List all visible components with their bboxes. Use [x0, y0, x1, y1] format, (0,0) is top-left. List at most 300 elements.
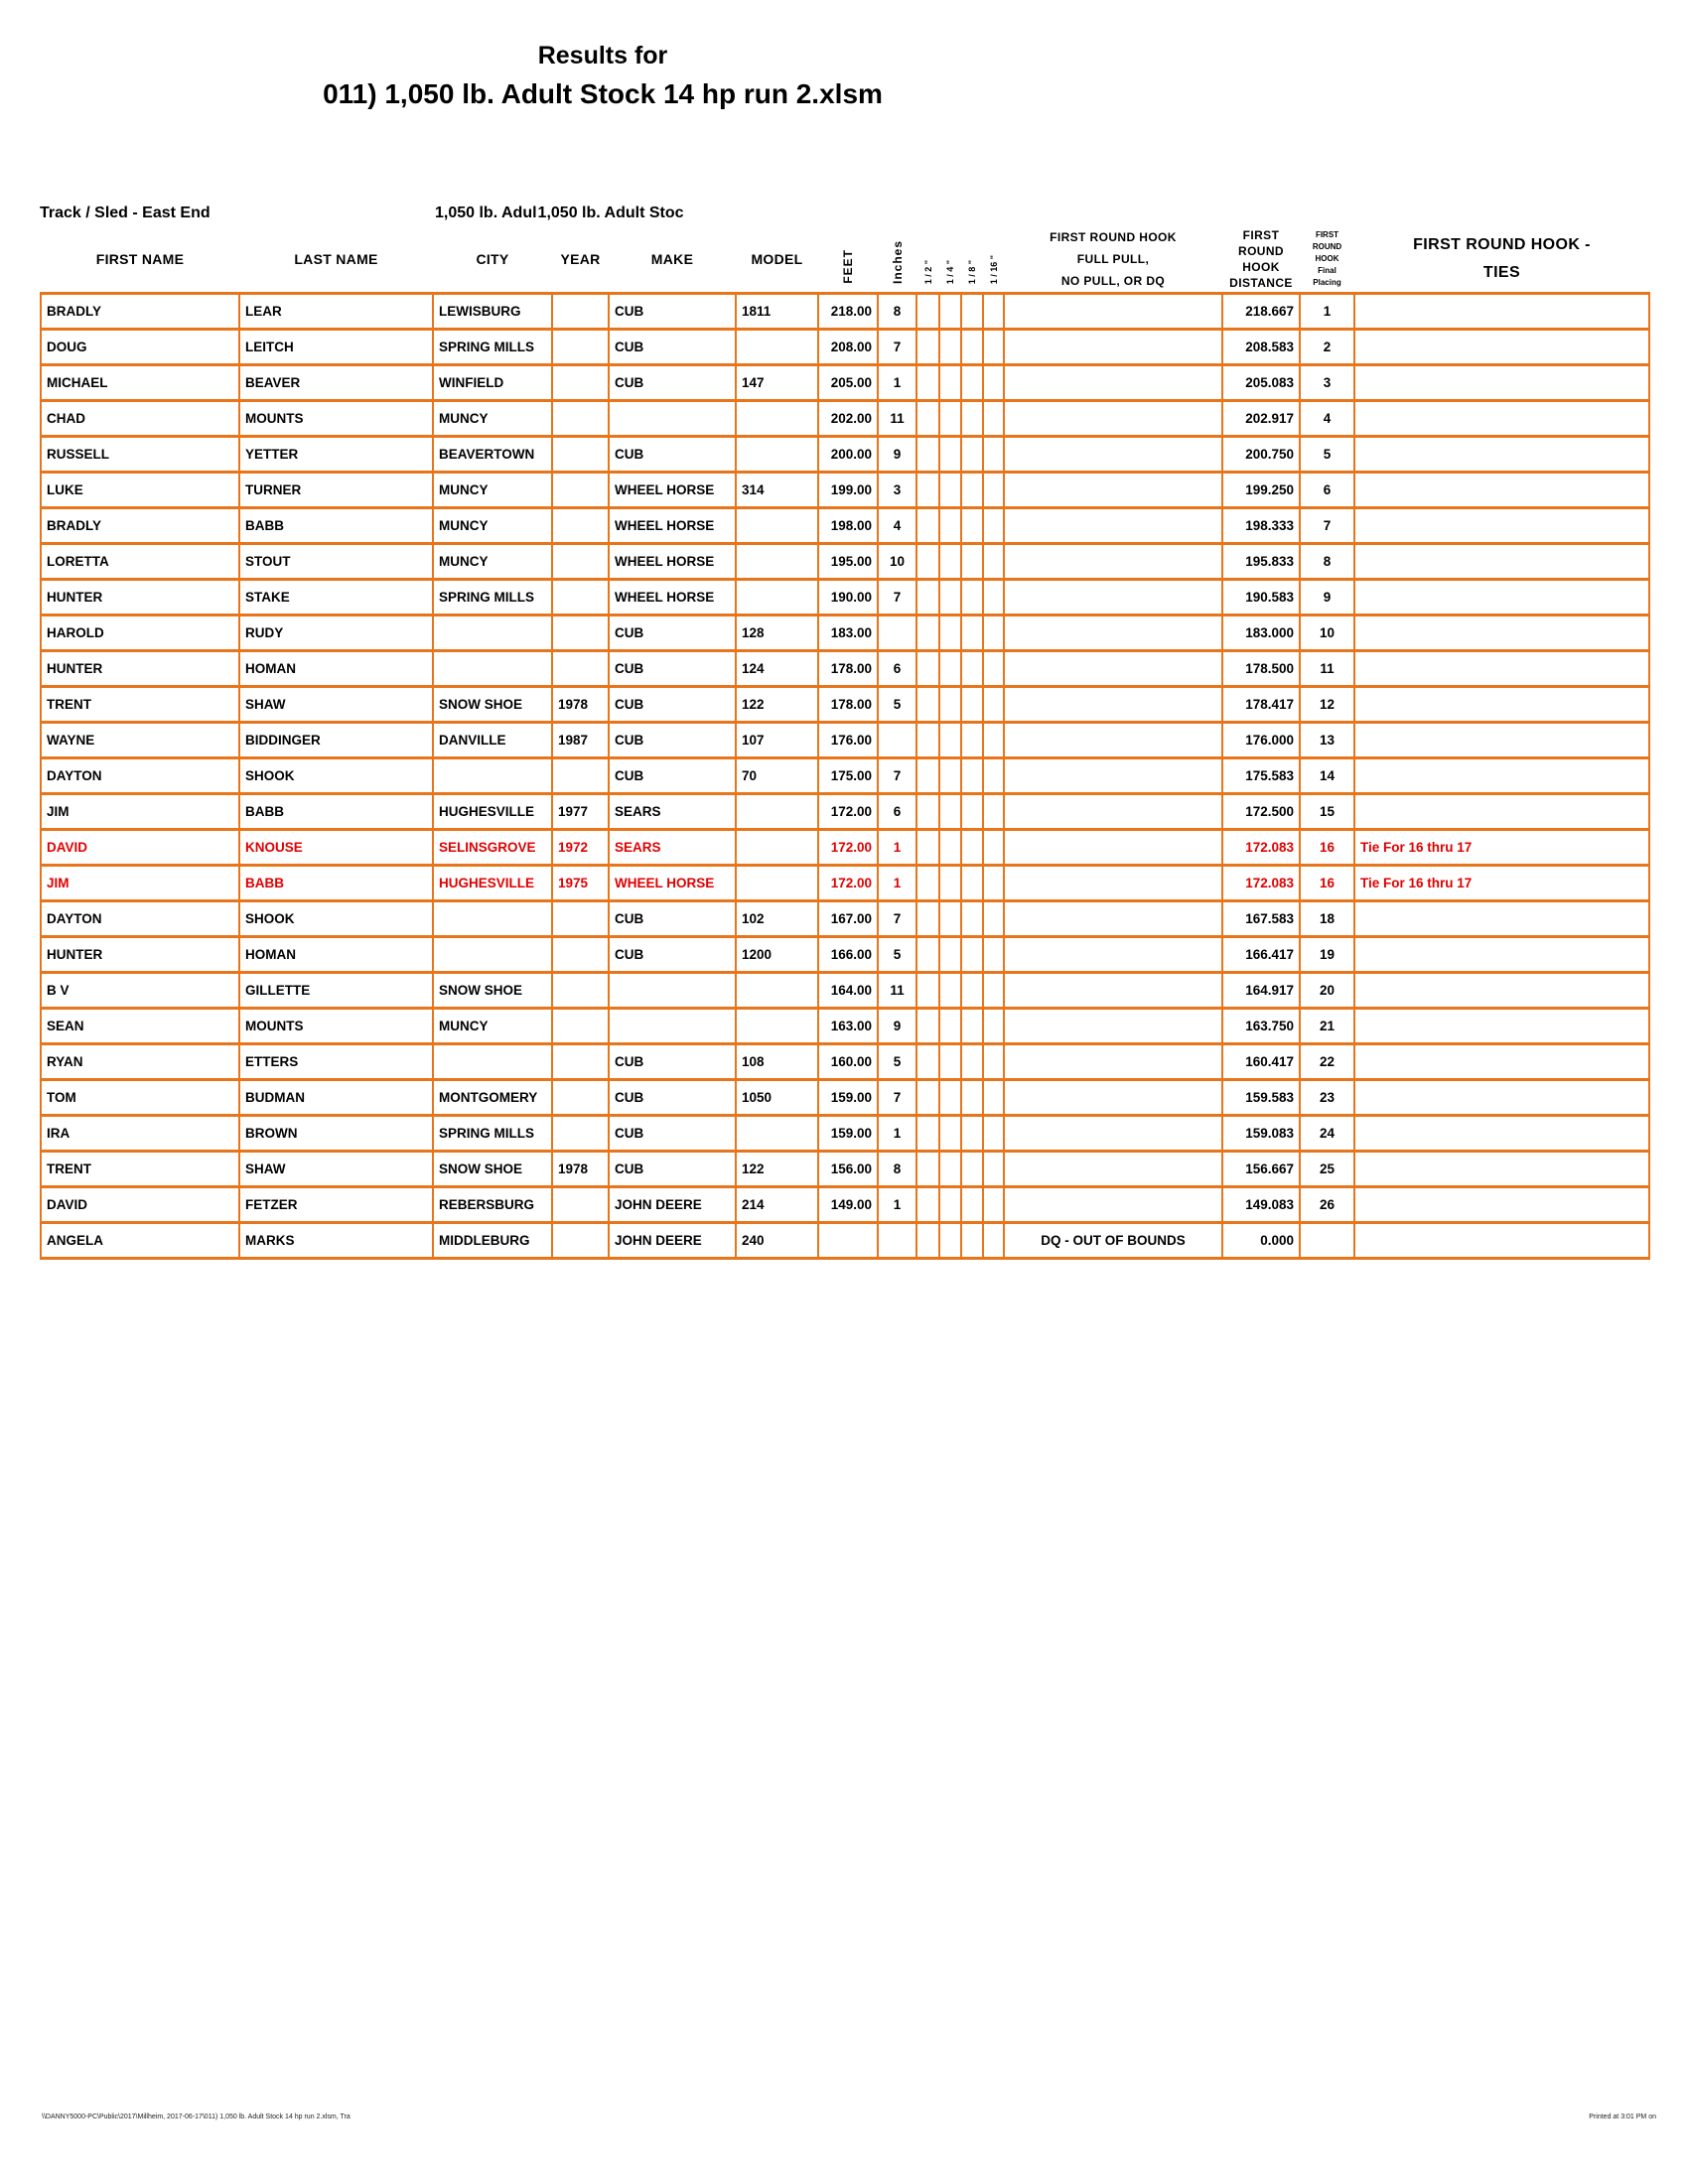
cell-ties — [1354, 973, 1649, 1009]
cell-inches — [878, 723, 916, 758]
cell-quarter — [939, 973, 961, 1009]
cell-half — [916, 830, 939, 866]
cell-eighth — [961, 723, 983, 758]
cell-model: 240 — [736, 1223, 818, 1259]
cell-year — [552, 973, 609, 1009]
cell-ties — [1354, 1116, 1649, 1152]
cell-first: IRA — [41, 1116, 239, 1152]
cell-make: WHEEL HORSE — [609, 508, 736, 544]
cell-placing: 8 — [1300, 544, 1354, 580]
cell-feet: 199.00 — [818, 473, 878, 508]
cell-last: BABB — [239, 508, 433, 544]
cell-year — [552, 937, 609, 973]
cell-feet: 202.00 — [818, 401, 878, 437]
cell-eighth — [961, 580, 983, 615]
cell-city — [433, 937, 552, 973]
col-header-feet — [818, 226, 878, 294]
col-header-make-label: MAKE — [650, 251, 694, 267]
cell-inches: 6 — [878, 794, 916, 830]
cell-full-pull — [1004, 1187, 1222, 1223]
cell-year — [552, 1187, 609, 1223]
cell-make: SEARS — [609, 794, 736, 830]
cell-model — [736, 508, 818, 544]
cell-eighth — [961, 294, 983, 330]
cell-quarter — [939, 473, 961, 508]
cell-model — [736, 330, 818, 365]
cell-last: MOUNTS — [239, 1009, 433, 1044]
cell-model: 314 — [736, 473, 818, 508]
cell-year — [552, 1223, 609, 1259]
cell-ties — [1354, 758, 1649, 794]
cell-last: BROWN — [239, 1116, 433, 1152]
cell-model — [736, 973, 818, 1009]
cell-distance: 172.500 — [1222, 794, 1300, 830]
cell-ties — [1354, 473, 1649, 508]
cell-inches: 6 — [878, 651, 916, 687]
cell-placing: 9 — [1300, 580, 1354, 615]
cell-model — [736, 437, 818, 473]
cell-feet: 190.00 — [818, 580, 878, 615]
cell-inches: 5 — [878, 1044, 916, 1080]
cell-feet: 160.00 — [818, 1044, 878, 1080]
table-row — [41, 1044, 1649, 1080]
cell-distance: 167.583 — [1222, 901, 1300, 937]
cell-city — [433, 615, 552, 651]
cell-half — [916, 1116, 939, 1152]
cell-inches: 7 — [878, 901, 916, 937]
cell-half — [916, 615, 939, 651]
cell-eighth — [961, 866, 983, 901]
placing-line5: Placing — [1313, 278, 1341, 287]
cell-last: SHAW — [239, 687, 433, 723]
cell-eighth — [961, 651, 983, 687]
distance-line3: HOOK — [1242, 260, 1280, 274]
cell-first: MICHAEL — [41, 365, 239, 401]
cell-year — [552, 294, 609, 330]
cell-full-pull — [1004, 651, 1222, 687]
cell-ties — [1354, 1080, 1649, 1116]
cell-half — [916, 330, 939, 365]
col-header-year-label: YEAR — [560, 251, 601, 267]
cell-first: DOUG — [41, 330, 239, 365]
cell-eighth — [961, 365, 983, 401]
cell-placing: 22 — [1300, 1044, 1354, 1080]
cell-quarter — [939, 1223, 961, 1259]
cell-make — [609, 973, 736, 1009]
table-row — [41, 508, 1649, 544]
cell-feet: 176.00 — [818, 723, 878, 758]
cell-full-pull — [1004, 758, 1222, 794]
cell-first: LUKE — [41, 473, 239, 508]
cell-placing: 7 — [1300, 508, 1354, 544]
col-header-model-label: MODEL — [751, 251, 803, 267]
cell-model: 70 — [736, 758, 818, 794]
cell-feet: 156.00 — [818, 1152, 878, 1187]
cell-last: ETTERS — [239, 1044, 433, 1080]
cell-model: 1050 — [736, 1080, 818, 1116]
ties-line1: FIRST ROUND HOOK - — [1413, 236, 1591, 253]
cell-city: SELINSGROVE — [433, 830, 552, 866]
col-header-quarter-inch — [939, 226, 961, 294]
cell-city: SPRING MILLS — [433, 1116, 552, 1152]
cell-last: HOMAN — [239, 651, 433, 687]
full-pull-line2: FULL PULL, — [1076, 252, 1150, 266]
cell-half — [916, 544, 939, 580]
table-row — [41, 687, 1649, 723]
full-pull-line1: FIRST ROUND HOOK — [1050, 230, 1177, 244]
cell-sixteenth — [983, 973, 1004, 1009]
cell-sixteenth — [983, 1009, 1004, 1044]
cell-eighth — [961, 901, 983, 937]
cell-first: HUNTER — [41, 580, 239, 615]
cell-make: CUB — [609, 1152, 736, 1187]
cell-sixteenth — [983, 437, 1004, 473]
cell-full-pull — [1004, 544, 1222, 580]
cell-placing: 26 — [1300, 1187, 1354, 1223]
cell-make: CUB — [609, 1080, 736, 1116]
cell-make: WHEEL HORSE — [609, 544, 736, 580]
cell-feet: 218.00 — [818, 294, 878, 330]
cell-year — [552, 651, 609, 687]
cell-year — [552, 401, 609, 437]
col-header-quarter-inch-label: 1 / 4 " — [945, 259, 955, 284]
table-row — [41, 973, 1649, 1009]
col-header-year — [552, 226, 609, 294]
cell-year — [552, 437, 609, 473]
cell-full-pull — [1004, 830, 1222, 866]
cell-first: CHAD — [41, 401, 239, 437]
table-row — [41, 473, 1649, 508]
table-row — [41, 866, 1649, 901]
col-header-final-placing — [1300, 226, 1354, 294]
cell-distance: 183.000 — [1222, 615, 1300, 651]
cell-last: SHOOK — [239, 901, 433, 937]
cell-quarter — [939, 1152, 961, 1187]
table-row — [41, 651, 1649, 687]
cell-sixteenth — [983, 294, 1004, 330]
cell-year: 1975 — [552, 866, 609, 901]
cell-quarter — [939, 937, 961, 973]
cell-half — [916, 1152, 939, 1187]
cell-model: 108 — [736, 1044, 818, 1080]
cell-eighth — [961, 615, 983, 651]
cell-first: WAYNE — [41, 723, 239, 758]
cell-eighth — [961, 794, 983, 830]
cell-first: DAYTON — [41, 901, 239, 937]
cell-half — [916, 580, 939, 615]
cell-ties — [1354, 937, 1649, 973]
cell-half — [916, 687, 939, 723]
cell-placing: 3 — [1300, 365, 1354, 401]
cell-placing — [1300, 1223, 1354, 1259]
cell-distance: 172.083 — [1222, 866, 1300, 901]
cell-quarter — [939, 401, 961, 437]
cell-first: JIM — [41, 794, 239, 830]
cell-feet: 172.00 — [818, 794, 878, 830]
cell-make: CUB — [609, 437, 736, 473]
cell-eighth — [961, 1009, 983, 1044]
cell-quarter — [939, 1116, 961, 1152]
cell-full-pull — [1004, 794, 1222, 830]
cell-sixteenth — [983, 580, 1004, 615]
col-header-eighth-inch-label: 1 / 8 " — [967, 259, 977, 284]
cell-model: 107 — [736, 723, 818, 758]
results-table — [40, 226, 1650, 1260]
cell-ties — [1354, 1152, 1649, 1187]
footer-file-path: \\DANNY5000-PC\Public\2017\Millheim, 2017-06-17\011) 1,050 lb. Adult Stock 14 hp run 2.xlsm, Tra — [42, 2114, 351, 2120]
cell-city: LEWISBURG — [433, 294, 552, 330]
cell-full-pull: DQ - OUT OF BOUNDS — [1004, 1223, 1222, 1259]
cell-feet: 205.00 — [818, 365, 878, 401]
col-header-full-pull — [1004, 226, 1222, 294]
cell-eighth — [961, 473, 983, 508]
cell-city — [433, 901, 552, 937]
cell-placing: 2 — [1300, 330, 1354, 365]
cell-ties — [1354, 687, 1649, 723]
cell-quarter — [939, 723, 961, 758]
cell-ties: Tie For 16 thru 17 — [1354, 866, 1649, 901]
cell-half — [916, 1223, 939, 1259]
cell-first: RYAN — [41, 1044, 239, 1080]
cell-ties — [1354, 365, 1649, 401]
cell-ties — [1354, 901, 1649, 937]
cell-make: CUB — [609, 901, 736, 937]
cell-city: SNOW SHOE — [433, 687, 552, 723]
cell-full-pull — [1004, 1116, 1222, 1152]
cell-last: KNOUSE — [239, 830, 433, 866]
cell-city — [433, 651, 552, 687]
cell-make — [609, 1009, 736, 1044]
col-header-sixteenth-inch — [983, 226, 1004, 294]
cell-distance: 172.083 — [1222, 830, 1300, 866]
cell-ties — [1354, 1009, 1649, 1044]
cell-half — [916, 437, 939, 473]
cell-feet: 163.00 — [818, 1009, 878, 1044]
cell-half — [916, 973, 939, 1009]
cell-placing: 5 — [1300, 437, 1354, 473]
cell-quarter — [939, 651, 961, 687]
cell-first: HUNTER — [41, 651, 239, 687]
cell-first: DAVID — [41, 830, 239, 866]
cell-sixteenth — [983, 365, 1004, 401]
cell-model: 147 — [736, 365, 818, 401]
cell-distance: 163.750 — [1222, 1009, 1300, 1044]
cell-distance: 178.417 — [1222, 687, 1300, 723]
cell-placing: 14 — [1300, 758, 1354, 794]
cell-inches: 10 — [878, 544, 916, 580]
cell-inches: 5 — [878, 937, 916, 973]
cell-quarter — [939, 1044, 961, 1080]
distance-line2: ROUND — [1238, 244, 1284, 258]
cell-city: DANVILLE — [433, 723, 552, 758]
cell-full-pull — [1004, 687, 1222, 723]
cell-city: HUGHESVILLE — [433, 866, 552, 901]
cell-first: BRADLY — [41, 294, 239, 330]
cell-inches: 1 — [878, 365, 916, 401]
cell-first: HAROLD — [41, 615, 239, 651]
cell-distance: 208.583 — [1222, 330, 1300, 365]
cell-quarter — [939, 1187, 961, 1223]
cell-make: JOHN DEERE — [609, 1187, 736, 1223]
table-row — [41, 758, 1649, 794]
cell-year: 1978 — [552, 1152, 609, 1187]
col-header-eighth-inch — [961, 226, 983, 294]
cell-first: ANGELA — [41, 1223, 239, 1259]
table-row — [41, 723, 1649, 758]
cell-quarter — [939, 1009, 961, 1044]
table-row — [41, 1152, 1649, 1187]
placing-line1: FIRST — [1315, 230, 1339, 239]
cell-half — [916, 937, 939, 973]
cell-sixteenth — [983, 544, 1004, 580]
table-row — [41, 901, 1649, 937]
cell-city: WINFIELD — [433, 365, 552, 401]
cell-last: SHOOK — [239, 758, 433, 794]
table-row — [41, 937, 1649, 973]
cell-last: MARKS — [239, 1223, 433, 1259]
class-labels — [435, 205, 685, 222]
cell-ties — [1354, 544, 1649, 580]
cell-city: MUNCY — [433, 401, 552, 437]
cell-distance: 202.917 — [1222, 401, 1300, 437]
cell-sixteenth — [983, 473, 1004, 508]
cell-distance: 159.083 — [1222, 1116, 1300, 1152]
cell-last: LEITCH — [239, 330, 433, 365]
cell-last: MOUNTS — [239, 401, 433, 437]
cell-full-pull — [1004, 1080, 1222, 1116]
cell-sixteenth — [983, 330, 1004, 365]
cell-distance: 149.083 — [1222, 1187, 1300, 1223]
cell-half — [916, 901, 939, 937]
cell-eighth — [961, 758, 983, 794]
cell-full-pull — [1004, 437, 1222, 473]
cell-placing: 15 — [1300, 794, 1354, 830]
cell-year — [552, 1080, 609, 1116]
table-row — [41, 794, 1649, 830]
cell-half — [916, 508, 939, 544]
cell-inches: 7 — [878, 1080, 916, 1116]
cell-full-pull — [1004, 401, 1222, 437]
cell-first: B V — [41, 973, 239, 1009]
cell-full-pull — [1004, 723, 1222, 758]
cell-last: SHAW — [239, 1152, 433, 1187]
table-row — [41, 615, 1649, 651]
cell-city: SPRING MILLS — [433, 330, 552, 365]
cell-first: TOM — [41, 1080, 239, 1116]
cell-quarter — [939, 758, 961, 794]
cell-eighth — [961, 401, 983, 437]
cell-placing: 23 — [1300, 1080, 1354, 1116]
cell-inches — [878, 615, 916, 651]
cell-half — [916, 401, 939, 437]
cell-half — [916, 758, 939, 794]
cell-placing: 21 — [1300, 1009, 1354, 1044]
cell-full-pull — [1004, 973, 1222, 1009]
cell-placing: 4 — [1300, 401, 1354, 437]
col-header-sixteenth-inch-label: 1 / 16 " — [988, 254, 999, 284]
cell-last: BABB — [239, 794, 433, 830]
cell-sixteenth — [983, 1044, 1004, 1080]
cell-model: 122 — [736, 687, 818, 723]
cell-distance: 200.750 — [1222, 437, 1300, 473]
cell-city: MUNCY — [433, 544, 552, 580]
cell-placing: 13 — [1300, 723, 1354, 758]
cell-last: TURNER — [239, 473, 433, 508]
table-row — [41, 1187, 1649, 1223]
cell-model — [736, 580, 818, 615]
cell-inches: 8 — [878, 1152, 916, 1187]
cell-quarter — [939, 687, 961, 723]
cell-placing: 16 — [1300, 866, 1354, 901]
cell-distance: 178.500 — [1222, 651, 1300, 687]
cell-full-pull — [1004, 294, 1222, 330]
cell-feet: 166.00 — [818, 937, 878, 973]
col-header-distance — [1222, 226, 1300, 294]
cell-distance: 195.833 — [1222, 544, 1300, 580]
cell-inches: 1 — [878, 830, 916, 866]
cell-eighth — [961, 330, 983, 365]
cell-first: TRENT — [41, 687, 239, 723]
cell-half — [916, 866, 939, 901]
cell-inches: 1 — [878, 1187, 916, 1223]
cell-ties — [1354, 437, 1649, 473]
cell-sixteenth — [983, 758, 1004, 794]
cell-distance: 198.333 — [1222, 508, 1300, 544]
cell-year — [552, 508, 609, 544]
cell-ties — [1354, 1223, 1649, 1259]
cell-inches: 7 — [878, 330, 916, 365]
table-row — [41, 401, 1649, 437]
cell-ties — [1354, 794, 1649, 830]
cell-inches: 7 — [878, 758, 916, 794]
cell-half — [916, 1187, 939, 1223]
cell-last: YETTER — [239, 437, 433, 473]
cell-model — [736, 866, 818, 901]
cell-city: MUNCY — [433, 473, 552, 508]
cell-last: GILLETTE — [239, 973, 433, 1009]
ties-line2: TIES — [1482, 264, 1521, 281]
table-row — [41, 830, 1649, 866]
cell-model: 128 — [736, 615, 818, 651]
class-label-left: 1,050 lb. Adul — [435, 205, 537, 221]
cell-full-pull — [1004, 937, 1222, 973]
meta-row — [40, 205, 1648, 222]
class-label-right: 1,050 lb. Adult Stoc — [537, 205, 684, 221]
cell-make: CUB — [609, 758, 736, 794]
cell-make: CUB — [609, 294, 736, 330]
cell-year — [552, 615, 609, 651]
cell-quarter — [939, 830, 961, 866]
cell-eighth — [961, 437, 983, 473]
cell-placing: 25 — [1300, 1152, 1354, 1187]
col-header-model — [736, 226, 818, 294]
col-header-inches — [878, 226, 916, 294]
file-title: 011) 1,050 lb. Adult Stock 14 hp run 2.xlsm — [323, 78, 883, 109]
cell-city: BEAVERTOWN — [433, 437, 552, 473]
table-row — [41, 544, 1649, 580]
cell-inches: 3 — [878, 473, 916, 508]
cell-model — [736, 401, 818, 437]
cell-eighth — [961, 830, 983, 866]
cell-model — [736, 1009, 818, 1044]
cell-model — [736, 794, 818, 830]
cell-placing: 11 — [1300, 651, 1354, 687]
cell-model: 214 — [736, 1187, 818, 1223]
cell-quarter — [939, 330, 961, 365]
cell-feet — [818, 1223, 878, 1259]
cell-year — [552, 365, 609, 401]
page-title: Results for — [537, 42, 668, 69]
